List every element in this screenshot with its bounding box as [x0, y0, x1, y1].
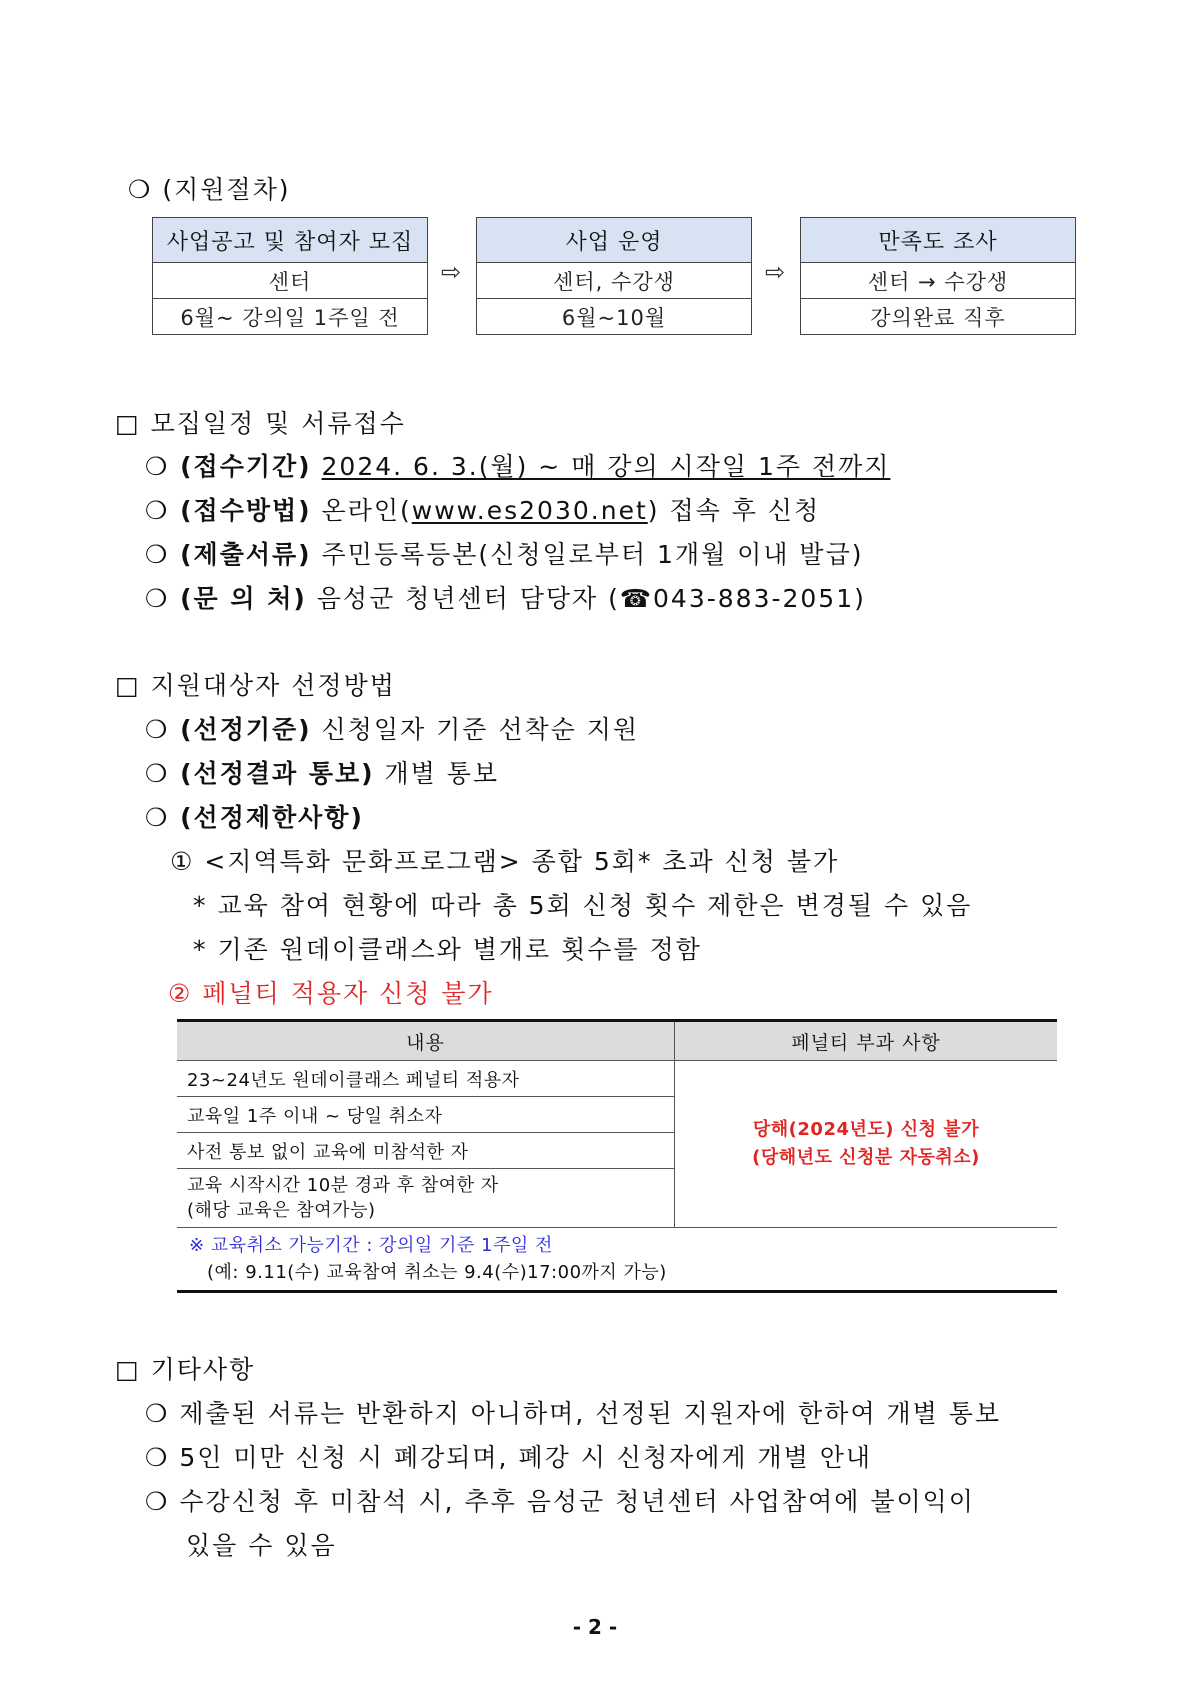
selection-result	[145, 754, 499, 790]
selection-heading: □ 지원대상자 선정방법	[115, 671, 396, 700]
procedure-heading: ❍ (지원절차)	[128, 175, 291, 204]
etc-item: ❍ 수강신청 후 미참석 시, 추후 음성군 청년센터 사업참여에 불이익이	[145, 1487, 975, 1516]
table-cell	[177, 1169, 675, 1228]
item-label: ❍ (문 의 처)	[145, 584, 307, 613]
item-label: ❍ (선정결과 통보)	[145, 759, 375, 788]
item-text: 2024. 6. 3.(월) ~ 매 강의 시작일 1주 전까지	[321, 452, 891, 481]
penalty-cell	[675, 1061, 1058, 1228]
etc-heading: □ 기타사항	[115, 1355, 256, 1384]
recruit-heading: □ 모집일정 및 서류접수	[115, 409, 406, 438]
flow-step-when: 강의완료 직후	[801, 298, 1075, 334]
item-label: ❍ (선정제한사항)	[145, 803, 364, 832]
penalty-text: (당해년도 신청분 자동취소)	[752, 1147, 980, 1168]
flow-arrow-icon: ⇨	[441, 258, 462, 286]
item-label: ❍ (접수기간)	[145, 452, 312, 481]
item-text: 주민등록등본(신청일로부터 1개월 이내 발급)	[321, 540, 864, 569]
table-cell: 사전 통보 없이 교육에 미참석한 자	[177, 1133, 675, 1169]
flow-step-recruit	[152, 217, 428, 335]
item-text: 개별 통보	[384, 759, 500, 788]
flow-step-title: 사업 운영	[477, 218, 751, 263]
limit-note: * 교육 참여 현황에 따라 총 5회 신청 횟수 제한은 변경될 수 있음	[193, 891, 973, 920]
penalty-text: 당해(2024년도) 신청 불가	[752, 1119, 980, 1140]
recruit-documents	[145, 535, 864, 571]
item-label: ❍ (제출서류)	[145, 540, 312, 569]
flow-step-who: 센터 → 수강생	[867, 269, 1009, 294]
limit-2: ② 페널티 적용자 신청 불가	[168, 979, 494, 1008]
table-cell: 23~24년도 원데이클래스 페널티 적용자	[177, 1061, 675, 1097]
item-text: 온라인(	[321, 496, 412, 525]
cancel-note-line: ※ 교육취소 가능기간 : 강의일 기준 1주일 전	[189, 1235, 553, 1256]
item-label: ❍ (접수방법)	[145, 496, 312, 525]
table-cell-line: (해당 교육은 참여가능)	[187, 1200, 376, 1221]
flow-step-title: 만족도 조사	[801, 218, 1075, 263]
item-label: ❍ (선정기준)	[145, 715, 312, 744]
table-header: 페널티 부과 사항	[675, 1021, 1058, 1061]
selection-limits	[145, 798, 364, 834]
flow-arrow-icon: ⇨	[765, 258, 786, 286]
recruit-contact	[145, 579, 866, 615]
recruit-method	[145, 491, 820, 527]
etc-item: ❍ 5인 미만 신청 시 폐강되며, 폐강 시 신청자에게 개별 안내	[145, 1443, 873, 1472]
flow-step-operate	[476, 217, 752, 335]
cancel-note-line: (예: 9.11(수) 교육참여 취소는 9.4(수)17:00까지 가능)	[207, 1262, 667, 1283]
table-header: 내용	[177, 1021, 675, 1061]
item-text: 음성군 청년센터 담당자 (☎043-883-2051)	[316, 584, 866, 613]
item-text: 신청일자 기준 선착순 지원	[321, 715, 640, 744]
cancel-note	[177, 1228, 1057, 1292]
item-text: ) 접속 후 신청	[647, 496, 821, 525]
website-link[interactable]: www.es2030.net	[411, 496, 648, 525]
flow-step-title: 사업공고 및 참여자 모집	[153, 218, 427, 263]
penalty-table	[177, 1019, 1057, 1293]
limit-1: ① <지역특화 문화프로그램> 종합 5회* 초과 신청 불가	[170, 847, 840, 876]
flow-step-survey	[800, 217, 1076, 335]
table-cell: 교육일 1주 이내 ~ 당일 취소자	[177, 1097, 675, 1133]
etc-item: ❍ 제출된 서류는 반환하지 아니하며, 선정된 지원자에 한하여 개별 통보	[145, 1399, 1002, 1428]
etc-item-continued: 있을 수 있음	[186, 1531, 337, 1560]
flow-step-who: 센터, 수강생	[553, 269, 675, 294]
recruit-period	[145, 447, 890, 483]
page-number: - 2 -	[572, 1615, 618, 1639]
selection-criteria	[145, 710, 639, 746]
table-cell-line: 교육 시작시간 10분 경과 후 참여한 자	[187, 1175, 499, 1196]
limit-note: * 기존 원데이클래스와 별개로 횟수를 정함	[193, 935, 702, 964]
flow-step-when: 6월~ 강의일 1주일 전	[153, 298, 427, 334]
flow-step-who: 센터	[268, 269, 312, 294]
flow-step-when: 6월~10월	[477, 298, 751, 334]
